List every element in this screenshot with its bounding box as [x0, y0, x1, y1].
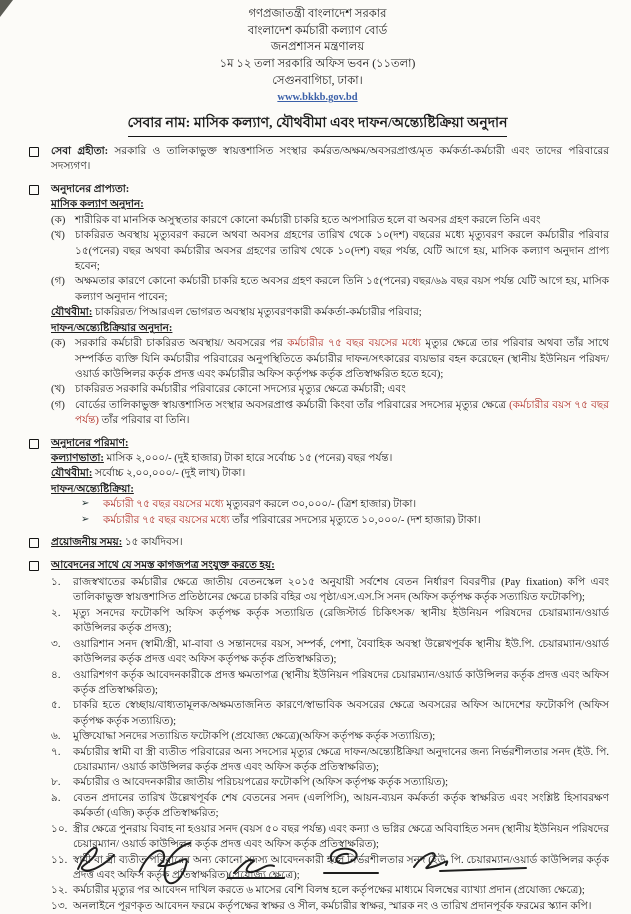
documents-title: আবেদনের সাথে যে সমস্ত কাগজপত্র সংযুক্ত করতে হয়:: [51, 559, 275, 571]
bullet-text: [103, 513, 609, 528]
item-number: ৮.: [51, 777, 61, 789]
recipient-text: সরকারি ও তালিকাভুক্ত স্বায়ত্তশাসিত সংস্থার কর্মরত/অক্ষম/অবসরপ্রাপ্ত/মৃত কর্মকর্তা-কর্মচারী এবং তাদের পরিবারের সদস্যগণ।: [51, 146, 609, 173]
arrow-bullet-icon: ➢: [81, 513, 90, 525]
item-label: (খ): [51, 384, 65, 396]
joint-insurance-heading: যৌথবীমা:: [51, 307, 93, 319]
burial-item: [51, 382, 609, 397]
item-number: ১.: [51, 577, 61, 588]
item-text-highlight: (কর্মচারীর বয়স ৭৫ বছর পর্যন্ত): [75, 399, 609, 427]
welfare-text: মাসিক ২,০০০/- (দুই হাজার) টাকা হারে সর্বোচ্চ ১৫ (পনের) বছর পর্যন্ত।: [103, 453, 393, 465]
section-time: [26, 535, 609, 550]
monthly-grant-heading: মাসিক কল্যাণ অনুদান:: [51, 199, 144, 211]
welfare-amount-line: [51, 451, 609, 466]
item-text-post: তাঁর পরিবার বা তিনি।: [98, 415, 190, 427]
item-text: [75, 336, 609, 382]
item-text: [75, 382, 609, 397]
item-number: ১০.: [51, 823, 68, 835]
joint-insurance-text: চাকরিরত/ পিআরএল ভোগরত অবস্থায় মৃত্যুবরণকারী কর্মকর্তা-কর্মচারীর পরিবার;: [92, 307, 422, 319]
list-item: [51, 745, 609, 776]
section-amount: [26, 436, 609, 529]
item-text-pre: সরকারি কর্মচারী চাকরিরত অবস্থায়/ অবসরের পর: [75, 338, 288, 350]
signature-5: [414, 853, 526, 871]
item-text: অনলাইনে পূরণকৃত আবেদন ফরমে কর্তৃপক্ষের স্বাক্ষর ও সীল, কর্মচারীর স্বাক্ষর, স্মারক নং ও তারিখ প্রদানপূর্বক ফরমের স্ক্যান কপি।: [73, 900, 592, 912]
recipient-lead: সেবা গ্রহীতা:: [51, 146, 109, 158]
list-item: [51, 575, 609, 606]
scan-corner-artifact: [0, 0, 13, 17]
item-number: ৫.: [51, 700, 61, 712]
arrow-bullet-icon: ➢: [81, 498, 90, 510]
item-text-post: মৃত্যুর ক্ষেত্রে তার পরিবার অথবা তাঁর সাথে সম্পর্কিত ব্যক্তি যিনি কর্মচারীর পরিবারের অনুপস্থিতিতে কর্মচারীর দাফন/সৎকারের ব্যয়ভার বহন করেছেন (স্থানীয় ইউনিয়ন পরিষদ/ ওয়ার্ড কাউন্সিলর কর্তৃক প্রদত্ত এবং কর্মচারীর অফিস কর্তৃপক্ষ কর্তৃক প্রতিস্বাক্ষরিত হতে হবে);: [75, 338, 610, 380]
eligibility-item: [51, 228, 609, 274]
list-item: [51, 698, 609, 729]
item-text: স্ত্রীর ক্ষেত্রে পুনরায় বিবাহ না হওয়ার সনদ (বয়স ৫০ বছর পর্যন্ত) এবং কন্যা ও ভগ্নির ক্ষেত্রে অবিবাহিত সনদ (স্থানীয় ইউনিয়ন পরিষদের চেয়ারম্যান/ ওয়ার্ড কাউন্সিলর কর্তৃক প্রদত্ত এবং অফিস কর্তৃক প্রতিস্বাক্ষরিত);: [73, 823, 609, 851]
item-number: ২.: [51, 607, 61, 619]
item-text: চাকরিরত অবস্থায় মৃত্যুবরণ করলে অথবা অবসর গ্রহণের তারিখ থেকে ১০(দশ) বছরের মধ্যে মৃত্যুবরণ করলে কর্মচারীর পরিবার ১৫(পনের) বছর অথবা কর্মচারীর অবসর গ্রহণের তারিখ থেকে ১০(দশ) বছর পর্যন্ত, যেটি আগে হয়, মাসিক কল্যাণ অনুদান প্রাপ্য হবেন;: [75, 230, 609, 272]
item-text: ওয়ারিশগণ কর্তৃক আবেদনকারীকে প্রদত্ত ক্ষমতাপত্র (স্থানীয় ইউনিয়ন পরিষদের চেয়ারম্যান/ওয়ার্ড কাউন্সিলর কর্তৃক প্রদত্ত এবং অফিস কর্তৃক প্রতিস্বাক্ষরিত);: [73, 669, 609, 696]
item-number: ৭.: [51, 746, 61, 758]
list-item: [51, 775, 609, 790]
item-number: ৪.: [51, 669, 61, 681]
section-recipient: [26, 144, 609, 175]
burial-grant-heading: দাফন/অন্ত্যেষ্টিক্রিয়ার অনুদান:: [51, 322, 173, 334]
government-name: গণপ্রজাতন্ত্রী বাংলাদেশ সরকার: [248, 8, 387, 20]
address-line-2: সেগুনবাগিচা, ঢাকা।: [272, 74, 363, 87]
list-item: [51, 729, 609, 744]
board-name: বাংলাদেশ কর্মচারী কল্যাণ বোর্ড: [247, 24, 388, 37]
item-label: (গ): [51, 399, 65, 411]
item-text: [75, 398, 609, 429]
burial-bullet: [51, 497, 609, 512]
item-label: (গ): [51, 276, 65, 288]
website-link[interactable]: www.bkkb.gov.bd: [277, 92, 358, 104]
list-item: [51, 637, 609, 668]
item-text: চাকরি হতে স্বেচ্ছায়/বাধ্যতামূলক/অক্ষমতাজনিত কারণে/স্বাভাবিক অবসরের ক্ষেত্রে অবসরের অফিস আদেশের ফটোকপি (অফিস কর্তৃপক্ষ কর্তৃক সত্যায়িত);: [73, 700, 609, 727]
item-number: ৬.: [51, 731, 61, 743]
checkbox-icon: [29, 538, 39, 548]
insurance-text: সর্বোচ্চ ২,০০,০০০/- (দুই লাখ) টাকা।: [92, 468, 246, 480]
item-label: (ক): [51, 214, 66, 226]
checkbox-icon: [29, 185, 39, 195]
eligibility-title: অনুদানের প্রাপ্যতা:: [51, 183, 130, 195]
bullet-text-rest: মৃত্যুবরণ করলে ৩০,০০০/- (ত্রিশ হাজার) টাকা।: [223, 499, 417, 511]
address-line-1: ১ম ১২ তলা সরকারি অফিস ভবন (১১তলা): [219, 58, 416, 71]
item-text: বেতন প্রদানের তারিখ উল্লেখপূর্বক শেষ বেতনের সনদ (এলপিসি), আয়ন-ব্যয়ন কর্মকর্তা কর্তৃক স্বাক্ষরিত এবং সংশ্লিষ্ট হিসাবরক্ষণ কর্মকর্তা (এজি) কর্তৃক প্রতিস্বাক্ষরিত;: [73, 792, 609, 820]
insurance-lead: যৌথবীমা:: [51, 468, 93, 480]
burial-item: [51, 398, 609, 429]
item-text-highlight: কর্মচারীর ৭৫ বছর বয়সের মধ্যে: [287, 338, 421, 350]
item-number: ৯.: [51, 792, 61, 804]
item-text: ওয়ারিশান সনদ (স্বামী/স্ত্রী, মা-বাবা ও সন্তানদের বয়স, সম্পর্ক, পেশা, বৈবাহিক অবস্থা উল্লেখপূর্বক স্থানীয় ইউ.পি. চেয়ারম্যান/ওয়ার্ড কাউন্সিলর কর্তৃক প্রদত্ত এবং অফিস কর্তৃপক্ষ কর্তৃক প্রতিস্বাক্ষরিত);: [73, 638, 609, 666]
signature-1: [78, 848, 114, 871]
item-number: ১৩.: [51, 900, 68, 912]
insurance-amount-line: [51, 466, 609, 481]
item-number: ১২.: [51, 885, 68, 897]
joint-insurance-line: [51, 305, 609, 320]
signatures: [48, 833, 588, 889]
time-text: ১৫ কার্যদিবস।: [122, 537, 183, 549]
burial-amount-heading: দাফন/অন্ত্যেষ্টিক্রিয়া:: [51, 483, 134, 495]
list-item: [51, 668, 609, 699]
welfare-lead: কল্যাণভাতা:: [51, 453, 104, 465]
signature-3: [228, 860, 284, 878]
list-item: [51, 606, 609, 637]
item-text: অক্ষমতার কারণে কোনো কর্মচারী চাকরি হতে অবসর গ্রহণ করলে তিনি ১৫(পনের) বছর/৬৯ বছর বয়স পর্যন্ত যেটি আগে হয়, মাসিক কল্যাণ অনুদান পাবেন;: [75, 276, 609, 303]
checkbox-icon: [29, 439, 39, 449]
bullet-text: [103, 497, 609, 512]
item-text: কর্মচারীর মৃত্যুর পর আবেদন দাখিল করতে ৬ মাসের বেশি বিলম্ব হলে কর্তৃপক্ষের মাধ্যমে বিলম্বের ব্যাখ্যা প্রদান (প্রযোজ্য ক্ষেত্রে);: [73, 885, 585, 897]
section-eligibility: [26, 182, 609, 429]
item-text: রাজস্বখাতের কর্মচারীর ক্ষেত্রে জাতীয় বেতনস্কেল ২০১৫ অনুযায়ী সর্বশেষ বেতন নির্ধারণ বিবরণীর (Pay fixation) কপি এবং তালিকাভুক্ত স্বায়ত্তশাসিত প্রতিষ্ঠানের ক্ষেত্রে চাকরি বহির ৩য় পৃষ্ঠা/এস.এস.সি সনদ (অফিস কর্তৃপক্ষ কর্তৃক সত্যায়িত ফটোকপি);: [73, 577, 609, 604]
item-text: কর্মচারীর স্বামী বা স্ত্রী ব্যতীত পরিবারের অন্য সদস্যের মৃত্যুর ক্ষেত্রে দাফন/অন্ত্যেষ্টিক্রিয়া অনুদানের জন্য নির্ভরশীলতার সনদ (ইউ. পি. চেয়ারম্যান/ ওয়ার্ড কাউন্সিলর কর্তৃক প্রদত্ত এবং অফিস কর্তৃক প্রতিস্বাক্ষরিত);: [73, 746, 609, 774]
letterhead: [26, 6, 609, 106]
bullet-text-highlight: কর্মচারীর ৭৫ বছর বয়সের মধ্যে: [103, 514, 230, 526]
eligibility-item: [51, 274, 609, 305]
time-lead: প্রয়োজনীয় সময়:: [51, 537, 123, 549]
item-text-pre: চাকরিরত সরকারি কর্মচারীর পরিবারের কোনো সদস্যের মৃত্যুর ক্ষেত্রে কর্মচারী; এবং: [75, 384, 406, 396]
item-label: (খ): [51, 230, 65, 242]
item-text-pre: বোর্ডের তালিকাভুক্ত স্বায়ত্তশাসিত সংস্থার অবসরপ্রাপ্ত কর্মচারী কিংবা তাঁর পরিবারের সদস্যের মৃত্যুর ক্ষেত্রে: [75, 399, 510, 411]
bullet-text-rest: তাঁর পরিবারের সদস্যের মৃত্যুতে ১০,০০০/- (দশ হাজার) টাকা।: [229, 514, 481, 526]
signature-2: [140, 843, 190, 883]
item-number: ১১.: [51, 854, 68, 866]
burial-item: [51, 336, 609, 382]
item-text: স্বামী বা স্ত্রী ব্যতীত পরিবারের অন্য কোনো সদস্য আবেদনকারী হলে নির্ভরশীলতার সনদ (ইউ. পি. চেয়ারম্যান/ওয়ার্ড কাউন্সিলর কর্তৃক প্রদত্ত এবং অফিস কর্তৃক প্রতিস্বাক্ষরিত)(প্রযোজ্য ক্ষেত্রে);: [73, 854, 609, 882]
item-text: কর্মচারীর ও আবেদনকারীর জাতীয় পরিচয়পত্রের ফটোকপি (অফিস কর্তৃপক্ষ কর্তৃক সত্যায়িত);: [73, 777, 449, 789]
list-item: [51, 791, 609, 822]
item-label: (ক): [51, 338, 66, 350]
item-text: মুক্তিযোদ্ধা সনদের সত্যায়িত ফটোকপি (প্রযোজ্য ক্ষেত্রে)(অফিস কর্তৃপক্ষ কর্তৃক সত্যায়িত);: [73, 731, 436, 743]
checkbox-icon: [29, 147, 39, 157]
list-item: [51, 899, 609, 914]
ministry-name: জনপ্রশাসন মন্ত্রণালয়: [270, 41, 365, 54]
amount-title: অনুদানের পরিমাণ:: [51, 437, 129, 449]
item-number: ৩.: [51, 638, 61, 650]
signature-4: [324, 849, 378, 873]
item-text: মৃত্যু সনদের ফটোকপি অফিস কর্তৃপক্ষ কর্তৃক সত্যায়িত (রেজিস্টার্ড চিকিৎসক/ স্থানীয় ইউনিয়ন পরিষদের চেয়ারম্যান/ওয়ার্ড কাউন্সিলর কর্তৃক প্রদত্ত);: [73, 607, 609, 635]
bullet-text-highlight: কর্মচারী ৭৫ বছর বয়সের মধ্যে: [103, 499, 224, 511]
checkbox-icon: [29, 561, 39, 571]
service-title: সেবার নাম: মাসিক কল্যাণ, যৌথবীমা এবং দাফন/অন্ত্যেষ্টিক্রিয়া অনুদান: [128, 111, 508, 137]
burial-bullet: [51, 513, 609, 528]
eligibility-item: [51, 213, 609, 228]
item-text: শারীরিক বা মানসিক অসুস্থতার কারণে কোনো কর্মচারী চাকরি হতে অপসারিত হলে বা অবসর গ্রহণ করলে তিনি এবং: [75, 214, 541, 226]
